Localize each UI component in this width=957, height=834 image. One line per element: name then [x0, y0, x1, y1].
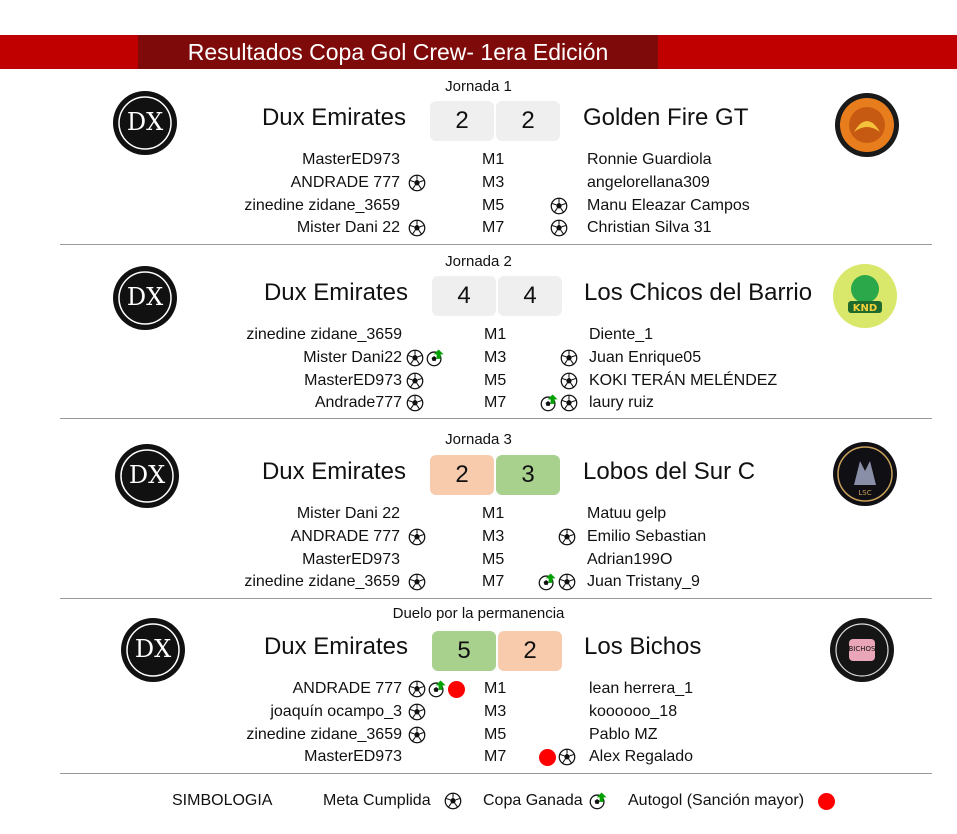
- cup-won-icon: [428, 680, 446, 698]
- own-goal-icon: [818, 793, 835, 810]
- player-row: [0, 549, 957, 571]
- home-player: ANDRADE 777: [292, 680, 402, 697]
- match-number: M1: [482, 151, 505, 168]
- goal-icon: [560, 394, 578, 412]
- los-bichos-logo: [829, 617, 895, 683]
- round-label: Jornada 2: [445, 253, 512, 270]
- home-player: ANDRADE 777: [290, 528, 400, 545]
- goal-icon: [408, 528, 426, 546]
- goal-icon: [550, 197, 568, 215]
- home-score: 5: [432, 631, 496, 671]
- away-player: Adrian199O: [587, 551, 673, 568]
- player-row: [0, 526, 957, 548]
- dux-emirates-logo: [114, 443, 180, 509]
- match-section-2: [0, 245, 957, 415]
- cup-won-icon: [538, 573, 556, 591]
- player-row: [0, 503, 957, 525]
- away-score: 3: [496, 455, 560, 495]
- goal-icon: [558, 748, 576, 766]
- away-team-name: Los Chicos del Barrio: [584, 279, 813, 306]
- home-score: 2: [430, 455, 494, 495]
- home-team-name: Dux Emirates: [261, 104, 406, 131]
- match-number: M5: [484, 726, 507, 743]
- home-team-name: Dux Emirates: [261, 458, 406, 485]
- player-row: [0, 701, 957, 723]
- away-player: KOKI TERÁN MELÉNDEZ: [589, 372, 778, 389]
- goal-icon: [444, 792, 462, 810]
- goal-icon: [408, 703, 426, 721]
- goal-icon: [406, 349, 424, 367]
- legend-goal-label: Meta Cumplida: [323, 792, 431, 809]
- dux-emirates-logo: [112, 90, 178, 156]
- home-player: zinedine zidane_3659: [246, 726, 402, 743]
- legend-own-goal-label: Autogol (Sanción mayor): [628, 792, 805, 809]
- match-number: M7: [484, 394, 507, 411]
- home-player: Andrade777: [314, 394, 402, 411]
- away-player: laury ruiz: [589, 394, 654, 411]
- goal-icon: [550, 219, 568, 237]
- away-score: 4: [498, 276, 562, 316]
- home-player: joaquín ocampo_3: [270, 703, 402, 720]
- dux-emirates-logo: [112, 265, 178, 331]
- home-player: zinedine zidane_3659: [244, 573, 400, 590]
- page-title: Resultados Copa Gol Crew- 1era Edición: [138, 35, 658, 69]
- own-goal-icon: [539, 749, 556, 766]
- svg-text:LSC: LSC: [858, 489, 872, 497]
- title-banner: [0, 35, 957, 69]
- match-section-1: [0, 70, 957, 240]
- away-player: Pablo MZ: [589, 726, 658, 743]
- goal-icon: [408, 726, 426, 744]
- away-score: 2: [498, 631, 562, 671]
- away-score: 2: [496, 101, 560, 141]
- goal-icon: [560, 349, 578, 367]
- home-score: 2: [430, 101, 494, 141]
- legend-cup-label: Copa Ganada: [483, 792, 583, 809]
- match-number: M7: [484, 748, 507, 765]
- cup-won-icon: [540, 394, 558, 412]
- goal-icon: [408, 219, 426, 237]
- away-player: Emilio Sebastian: [587, 528, 707, 545]
- player-row: [0, 347, 957, 369]
- section-divider: [60, 418, 932, 419]
- cup-won-icon: [426, 349, 444, 367]
- home-player: MasterED973: [304, 372, 402, 389]
- svg-text:DX: DX: [126, 108, 164, 136]
- match-section-4: [0, 599, 957, 769]
- match-number: M5: [482, 551, 505, 568]
- player-row: [0, 324, 957, 346]
- goal-icon: [408, 680, 426, 698]
- home-player: ANDRADE 777: [290, 174, 400, 191]
- goal-icon: [408, 573, 426, 591]
- home-score: 4: [432, 276, 496, 316]
- player-row: [0, 678, 957, 700]
- away-player: koooooo_18: [589, 703, 678, 720]
- player-row: [0, 370, 957, 392]
- away-team-name: Golden Fire GT: [583, 104, 749, 131]
- svg-text:DX: DX: [134, 635, 172, 663]
- cup-won-icon: [589, 792, 607, 810]
- round-label: Duelo por la permanencia: [392, 605, 565, 622]
- player-row: [0, 149, 957, 171]
- own-goal-icon: [448, 681, 465, 698]
- goal-icon: [560, 372, 578, 390]
- away-team-name: Los Bichos: [584, 633, 702, 660]
- player-row: [0, 571, 957, 593]
- match-number: M3: [484, 349, 507, 366]
- away-player: Ronnie Guardiola: [587, 151, 712, 168]
- match-section-3: [0, 424, 957, 594]
- home-team-name: Dux Emirates: [263, 633, 408, 660]
- player-row: [0, 724, 957, 746]
- round-label: Jornada 1: [445, 78, 512, 95]
- match-number: M3: [482, 528, 505, 545]
- goal-icon: [408, 174, 426, 192]
- goal-icon: [558, 573, 576, 591]
- dux-emirates-logo: [120, 617, 186, 683]
- home-player: Mister Dani22: [303, 349, 402, 366]
- los-chicos-del-barrio-logo: [832, 263, 898, 329]
- home-player: MasterED973: [304, 748, 402, 765]
- home-player: MasterED973: [302, 551, 400, 568]
- home-player: zinedine zidane_3659: [244, 197, 400, 214]
- match-number: M3: [484, 703, 507, 720]
- home-player: Mister Dani 22: [296, 505, 400, 522]
- away-player: angelorellana309: [587, 174, 710, 191]
- match-number: M1: [482, 505, 505, 522]
- svg-text:BICHOS: BICHOS: [848, 645, 876, 653]
- away-player: Christian Silva 31: [587, 219, 712, 236]
- away-player: Matuu gelp: [587, 505, 667, 522]
- player-row: [0, 217, 957, 239]
- lobos-del-sur-logo: [832, 441, 898, 507]
- match-number: M7: [482, 219, 505, 236]
- home-player: zinedine zidane_3659: [246, 326, 402, 343]
- svg-text:KND: KND: [852, 303, 878, 314]
- player-row: [0, 392, 957, 414]
- goal-icon: [406, 372, 424, 390]
- away-player: Alex Regalado: [589, 748, 694, 765]
- match-number: M1: [484, 326, 507, 343]
- svg-text:DX: DX: [126, 283, 164, 311]
- round-label: Jornada 3: [445, 431, 512, 448]
- away-player: lean herrera_1: [589, 680, 694, 697]
- home-player: Mister Dani 22: [296, 219, 400, 236]
- home-team-name: Dux Emirates: [263, 279, 408, 306]
- home-player: MasterED973: [302, 151, 400, 168]
- player-row: [0, 172, 957, 194]
- away-player: Diente_1: [589, 326, 654, 343]
- away-player: Juan Enrique05: [589, 349, 702, 366]
- svg-text:DX: DX: [128, 461, 166, 489]
- section-divider: [60, 773, 932, 774]
- legend: [0, 788, 957, 814]
- match-number: M1: [484, 680, 507, 697]
- away-player: Manu Eleazar Campos: [587, 197, 750, 214]
- match-number: M7: [482, 573, 505, 590]
- goal-icon: [406, 394, 424, 412]
- match-number: M3: [482, 174, 505, 191]
- player-row: [0, 195, 957, 217]
- legend-title: SIMBOLOGIA: [172, 792, 273, 809]
- goal-icon: [558, 528, 576, 546]
- match-number: M5: [484, 372, 507, 389]
- player-row: [0, 746, 957, 768]
- match-number: M5: [482, 197, 505, 214]
- away-player: Juan Tristany_9: [587, 573, 700, 590]
- away-team-name: Lobos del Sur C: [583, 458, 756, 485]
